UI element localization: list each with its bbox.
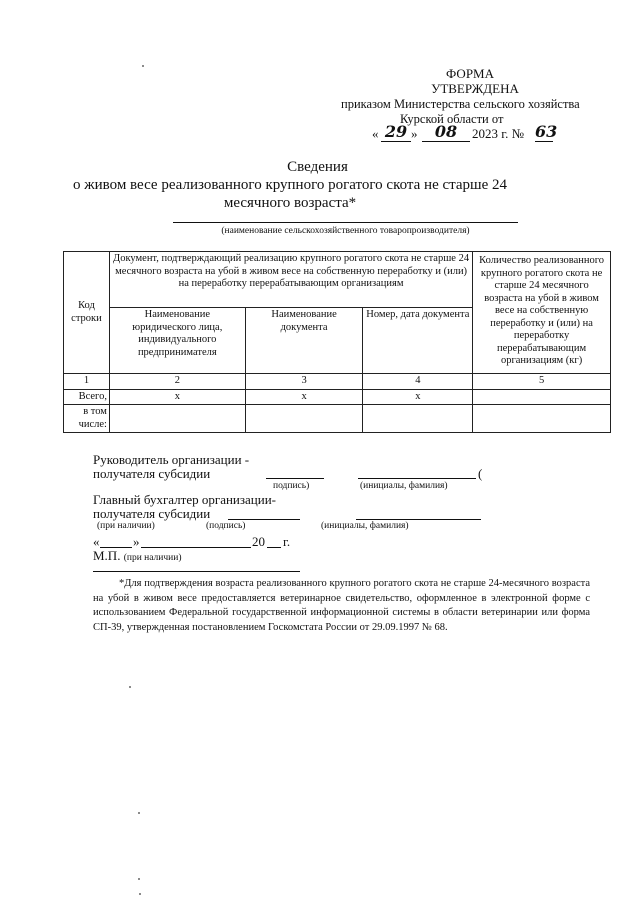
table-cell [363,405,473,433]
header-document-group: Документ, подтверждающий реализацию крупного рогатого скота не старше 24 месячного возраста на убой в живом весе на собственную переработку и (или) на переработку перерабатывающим организациям [109,252,472,308]
col-number-3: 3 [245,374,363,390]
producer-line [173,222,518,223]
col-number-2: 2 [109,374,245,390]
col-number-5: 5 [473,374,611,390]
livestock-table [63,251,611,433]
row-label-total: Всего, [64,389,110,405]
quote-close: » [411,126,418,141]
title-line1: Сведения [287,159,348,175]
accountant-signature-line [228,519,300,520]
table-cell [473,405,611,433]
accountant-line1: Главный бухгалтер организации- [93,492,276,507]
header-legal-entity: Наименование юридического лица, индивидуального предпринимателя [109,308,245,374]
order-number: 63 [535,122,558,141]
table-cell: х [109,389,245,405]
head-line2: получателя субсидии [93,466,211,481]
scan-speck [142,65,144,67]
accountant-initials-caption: (инициалы, фамилия) [321,521,409,531]
table-row [64,405,611,433]
date-year: 20 [252,534,265,549]
table-cell [245,405,363,433]
header-quantity: Количество реализованного крупного рогатого скота не старше 24 месячного возраста на убой в живом весе на собственную переработку и (или) на переработку перерабатывающим организациям (кг) [473,252,611,374]
date-quote-open: « [93,534,100,549]
col-number-1: 1 [64,374,110,390]
accountant-line2: получателя субсидии [93,506,211,521]
quote-open: « [372,126,379,141]
head-initials-line [358,478,476,479]
head-signature-caption: подпись) [273,481,310,491]
order-date [370,124,570,142]
date-year-line [267,547,281,548]
col-number-4: 4 [363,374,473,390]
date-day: 29 [381,122,411,142]
table-cell [473,389,611,405]
stamp-label [93,548,181,564]
head-initials-caption: (инициалы, фамилия) [360,481,448,491]
head-line1: Руководитель организации - [93,452,250,467]
order-line: приказом Министерства сельского хозяйства [341,97,580,111]
stamp-note: (при наличии) [123,553,182,563]
row-label-including: в том числе: [64,405,110,433]
table-cell [109,405,245,433]
form-label: ФОРМА [446,66,494,81]
date-quote-close: » [133,534,140,549]
table-cell: х [363,389,473,405]
accountant-if-any: (при наличии) [97,521,155,531]
header-document-number-date: Номер, дата документа [363,308,473,374]
open-paren: ( [478,466,483,481]
stamp-text: М.П. [93,548,121,563]
accountant-signature-caption: (подпись) [206,521,246,531]
footnote-separator [93,571,300,572]
accountant-initials-line [356,519,481,520]
head-signature-line [266,478,324,479]
scan-speck [138,878,140,880]
header-code: Код строки [64,252,110,374]
scan-speck [138,812,140,814]
scan-speck [139,893,141,895]
scan-speck [129,686,131,688]
header-document-name: Наименование документа [245,308,363,374]
approved-label: УТВЕРЖДЕНА [431,81,519,96]
table-row [64,389,611,405]
date-month: 08 [422,122,470,142]
date-year: 2023 г. № [472,126,525,141]
region-line: Курской области от [400,112,504,126]
footnote: *Для подтверждения возраста реализованного крупного рогатого скота не старше 24-месячного возраста на убой в живом весе предоставляется ветеринарное свидетельство, оформленное в электронной форме с использованием Федеральной государственной информационной системы в области ветеринарии или форма СП-39, утвержденная постановлением Госкомстата России от 29.09.1997 № 68. [93,578,590,633]
producer-caption: (наименование сельскохозяйственного товаропроизводителя) [221,226,470,236]
table-cell: х [245,389,363,405]
title-line3: месячного возраста* [223,195,357,211]
title-line2: о живом весе реализованного крупного рогатого скота не старше 24 [72,177,508,193]
date-suffix: г. [283,534,291,549]
